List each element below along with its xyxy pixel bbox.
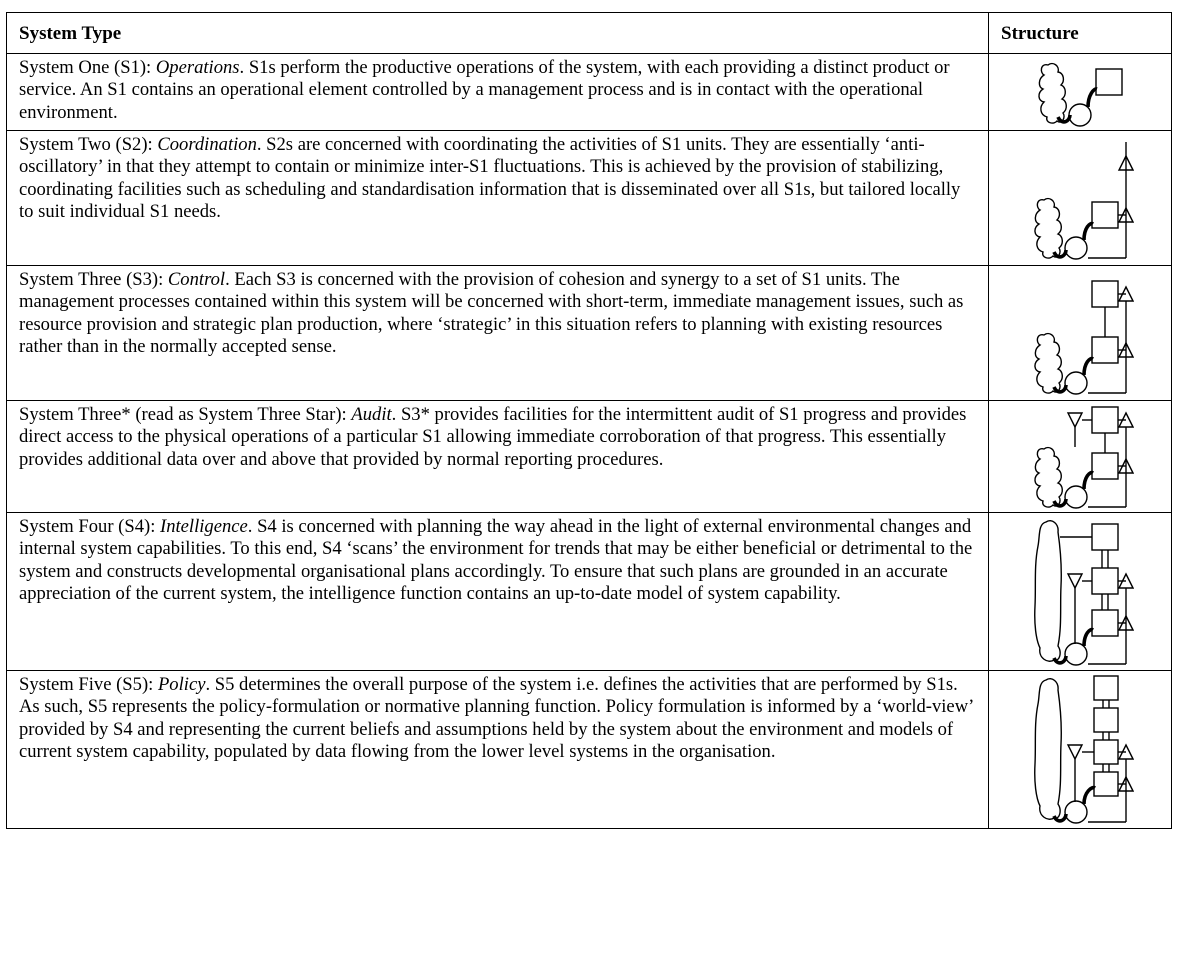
structure-cell-s1 xyxy=(989,54,1172,131)
table-row-s3star xyxy=(7,401,1172,513)
description-s3 xyxy=(7,266,989,401)
table-row-s5 xyxy=(7,671,1172,829)
table-row-s2 xyxy=(7,131,1172,266)
system-role: Control xyxy=(167,269,226,290)
system-text: . S1s perform the productive operations of the system, with each providing a distinct product or service. An S1 contains an operational element controlled by a management process and is in contact with the operational environment. xyxy=(19,57,950,123)
structure-cell-s5 xyxy=(989,671,1172,829)
table-row-s4 xyxy=(7,513,1172,671)
s4-structure-icon xyxy=(1026,516,1134,668)
vsm-system-table xyxy=(6,12,1172,829)
system-role: Audit xyxy=(351,404,392,425)
system-text: . S5 determines the overall purpose of the system i.e. defines the activities that are performed by S1s. As such, S5 represents the policy-formulation or normative planning function. Policy formulation is informed by a ‘world-view’ provided by S4 and representing the current beliefs and assumptions held by the system about the environment and models of current system capability, populated by data flowing from the lower level systems in the organisation. xyxy=(19,674,973,763)
system-name: System Four (S4): xyxy=(19,516,161,537)
description-s1 xyxy=(7,54,989,131)
s2-structure-icon xyxy=(1026,134,1134,262)
description-s5 xyxy=(7,671,989,829)
description-s2 xyxy=(7,131,989,266)
s3-structure-icon xyxy=(1026,269,1134,397)
system-role: Policy xyxy=(157,674,206,695)
structure-cell-s3star xyxy=(989,401,1172,513)
table-row-s3 xyxy=(7,266,1172,401)
description-s3star xyxy=(7,401,989,513)
system-role: Intelligence xyxy=(160,516,248,537)
table-row-s1 xyxy=(7,54,1172,131)
s1-structure-icon xyxy=(1030,55,1130,129)
header-structure: Structure xyxy=(989,13,1172,54)
s3star-structure-icon xyxy=(1026,403,1134,511)
system-text: . S3* provides facilities for the intermittent audit of S1 progress and provides direct access to the physical operations of a particular S1 allowing immediate corroboration of that progress. This essentially provides additional data over and above that provided by normal reporting procedures. xyxy=(19,404,967,470)
system-name: System Three* (read as System Three Star): xyxy=(19,404,352,425)
system-role: Operations xyxy=(155,57,240,78)
system-name: System Two (S2): xyxy=(19,134,158,155)
system-name: System Five (S5): xyxy=(19,674,158,695)
s5-structure-icon xyxy=(1026,674,1134,826)
system-text: . S2s are concerned with coordinating the activities of S1 units. They are essentially ‘anti-oscillatory’ in that they attempt to contain or minimize inter-S1 fluctuations. This is achieved by the provision of stabilizing, coordinating facilities such as scheduling and standardisation information that is disseminated over all S1s, but tailored locally to suit individual S1 needs. xyxy=(19,134,961,223)
system-name: System One (S1): xyxy=(19,57,156,78)
structure-cell-s4 xyxy=(989,513,1172,671)
system-text: . S4 is concerned with planning the way ahead in the light of external environmental changes and internal system capabilities. To this end, S4 ‘scans’ the environment for trends that may be either beneficial or detrimental to the system and constructs developmental organisational plans accordingly. To ensure that such plans are grounded in an accurate appreciation of the current system, the intelligence function contains an up-to-date model of system capability. xyxy=(19,516,973,605)
system-name: System Three (S3): xyxy=(19,269,168,290)
system-role: Coordination xyxy=(157,134,257,155)
structure-cell-s3 xyxy=(989,266,1172,401)
header-system-type: System Type xyxy=(7,13,989,54)
description-s4 xyxy=(7,513,989,671)
system-text: . Each S3 is concerned with the provision of cohesion and synergy to a set of S1 units. The management processes contained within this system will be concerned with short-term, immediate management issues, such as resource provision and strategic plan production, where ‘strategic’ in this situation refers to planning with existing resources rather than in the normally accepted sense. xyxy=(19,269,964,358)
header-row xyxy=(7,13,1172,54)
structure-cell-s2 xyxy=(989,131,1172,266)
